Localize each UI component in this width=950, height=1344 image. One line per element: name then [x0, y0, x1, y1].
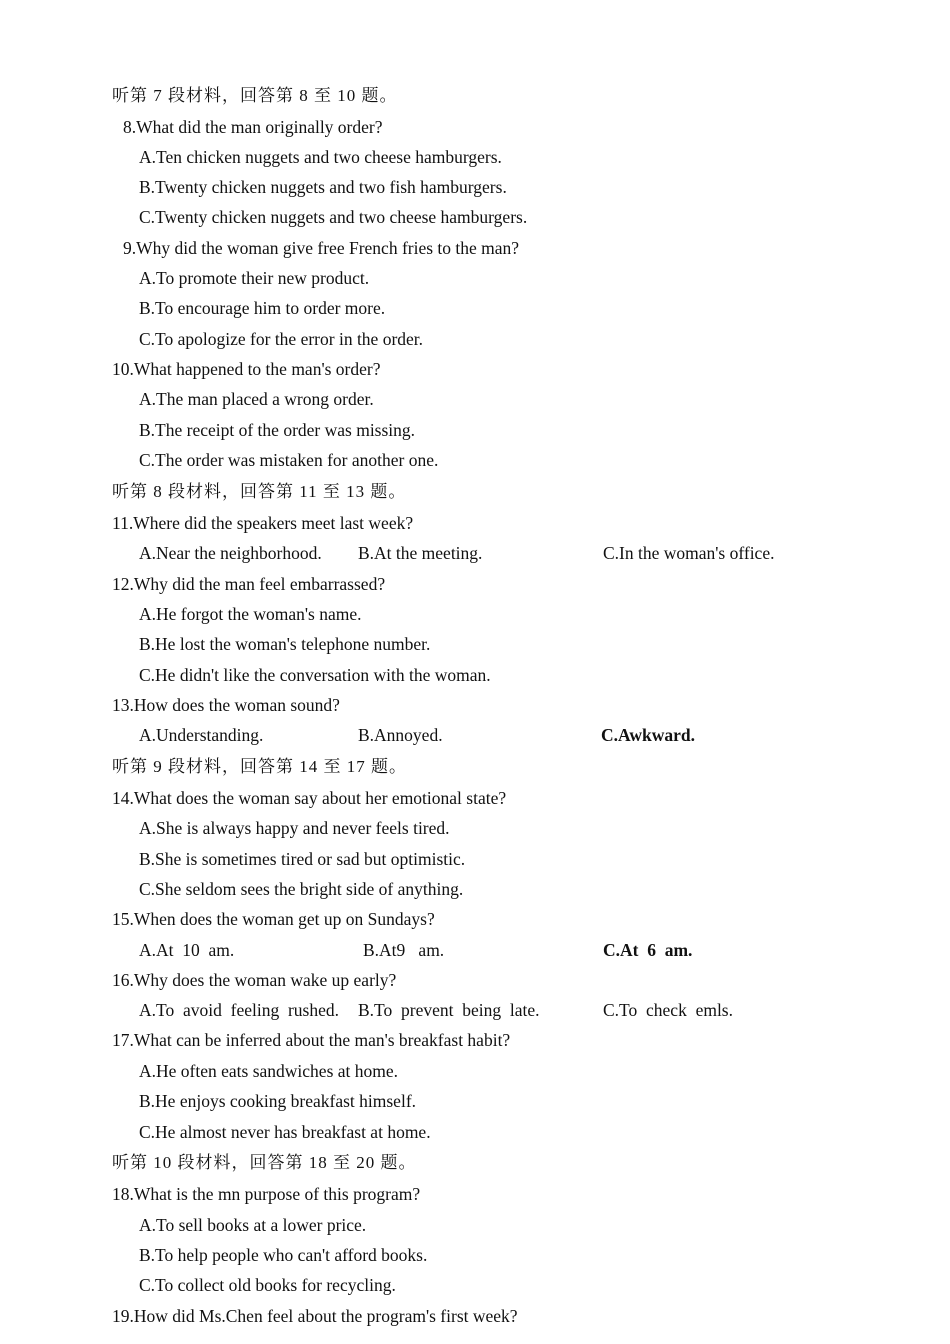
question-13-option-c: C.Awkward. — [601, 725, 695, 745]
question-10-option-c: C.The order was mistaken for another one. — [139, 450, 439, 470]
question-12-option-c: C.He didn't like the conversation with the woman. — [139, 665, 491, 685]
question-11: 11.Where did the speakers meet last week? — [112, 513, 414, 533]
question-8-option-b: B.Twenty chicken nuggets and two fish hamburgers. — [139, 177, 507, 197]
question-14-option-c: C.She seldom sees the bright side of anything. — [139, 879, 464, 899]
question-8: 8.What did the man originally order? — [123, 117, 383, 137]
question-15-option-a: A.At 10 am. — [139, 940, 235, 960]
question-14-option-b: B.She is sometimes tired or sad but optimistic. — [139, 849, 466, 869]
question-11-option-b: B.At the meeting. — [358, 543, 483, 563]
question-12-option-b: B.He lost the woman's telephone number. — [139, 634, 431, 654]
question-9-option-a: A.To promote their new product. — [139, 268, 370, 288]
question-15-option-b: B.At9 am. — [363, 940, 445, 960]
question-15-option-c: C.At 6 am. — [603, 940, 693, 960]
question-19: 19.How did Ms.Chen feel about the program's first week? — [112, 1306, 518, 1326]
section-heading-8: 听第 8 段材料，回答第 11 至 13 题。 — [112, 482, 407, 501]
question-13-option-b: B.Annoyed. — [358, 725, 443, 745]
question-17-option-a: A.He often eats sandwiches at home. — [139, 1061, 399, 1081]
question-8-option-a: A.Ten chicken nuggets and two cheese hamburgers. — [139, 147, 502, 167]
question-14-option-a: A.She is always happy and never feels tired. — [139, 818, 450, 838]
question-16-option-b: B.To prevent being late. — [358, 1000, 540, 1020]
question-16-option-a: A.To avoid feeling rushed. — [139, 1000, 339, 1020]
question-14: 14.What does the woman say about her emotional state? — [112, 788, 507, 808]
question-11-option-c: C.In the woman's office. — [603, 543, 775, 563]
question-13-option-a: A.Understanding. — [139, 725, 264, 745]
question-12: 12.Why did the man feel embarrassed? — [112, 574, 386, 594]
question-9-option-b: B.To encourage him to order more. — [139, 298, 386, 318]
question-18: 18.What is the mn purpose of this program? — [112, 1184, 421, 1204]
question-10-option-b: B.The receipt of the order was missing. — [139, 420, 416, 440]
question-17-option-c: C.He almost never has breakfast at home. — [139, 1122, 431, 1142]
question-18-option-c: C.To collect old books for recycling. — [139, 1275, 396, 1295]
question-10: 10.What happened to the man's order? — [112, 359, 381, 379]
question-9-option-c: C.To apologize for the error in the order. — [139, 329, 424, 349]
question-12-option-a: A.He forgot the woman's name. — [139, 604, 362, 624]
question-16: 16.Why does the woman wake up early? — [112, 970, 397, 990]
question-11-option-a: A.Near the neighborhood. — [139, 543, 322, 563]
question-8-option-c: C.Twenty chicken nuggets and two cheese hamburgers. — [139, 207, 528, 227]
question-17: 17.What can be inferred about the man's breakfast habit? — [112, 1030, 511, 1050]
question-16-option-c: C.To check emls. — [603, 1000, 733, 1020]
section-heading-9: 听第 9 段材料，回答第 14 至 17 题。 — [112, 757, 407, 776]
question-17-option-b: B.He enjoys cooking breakfast himself. — [139, 1091, 417, 1111]
question-13: 13.How does the woman sound? — [112, 695, 340, 715]
question-18-option-b: B.To help people who can't afford books. — [139, 1245, 428, 1265]
question-15: 15.When does the woman get up on Sundays? — [112, 909, 435, 929]
section-heading-7: 听第 7 段材料，回答第 8 至 10 题。 — [112, 86, 398, 105]
question-10-option-a: A.The man placed a wrong order. — [139, 389, 374, 409]
question-18-option-a: A.To sell books at a lower price. — [139, 1215, 367, 1235]
section-heading-10: 听第 10 段材料，回答第 18 至 20 题。 — [112, 1153, 417, 1172]
question-9: 9.Why did the woman give free French fries to the man? — [123, 238, 520, 258]
